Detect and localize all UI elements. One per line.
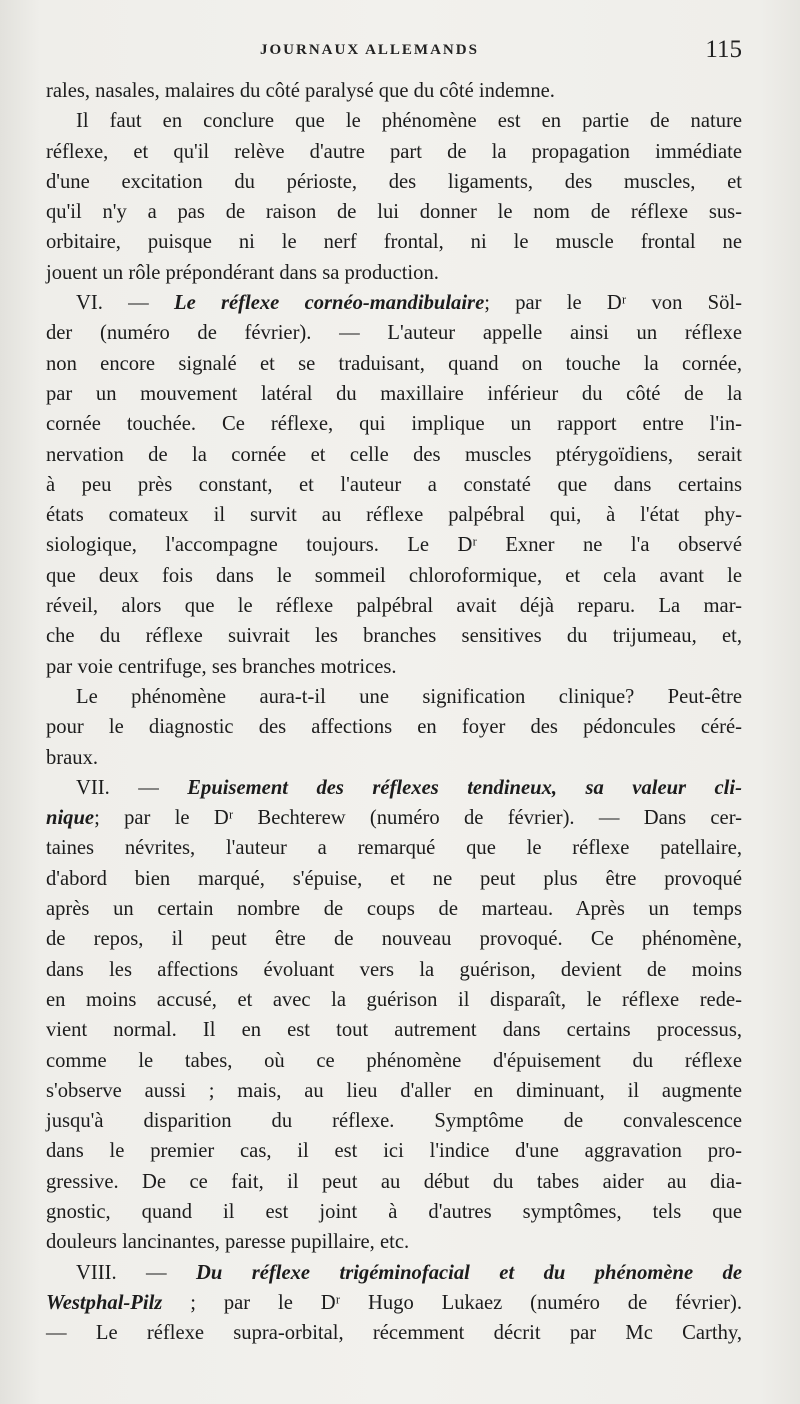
text-line: Il faut en conclure que le phénomène est en partie de nature bbox=[76, 110, 742, 133]
text-line bbox=[46, 773, 742, 803]
article-body bbox=[46, 76, 742, 1348]
text-line: en moins accusé, et avec la guérison il disparaît, le réflexe rede- bbox=[46, 988, 742, 1011]
text-line: jusqu'à disparition du réflexe. Symptôme de convalescence bbox=[46, 1110, 742, 1133]
page-number: 115 bbox=[705, 36, 742, 63]
page-header bbox=[46, 36, 742, 68]
text-line: à peu près constant, et l'auteur a constaté que dans certains bbox=[46, 473, 742, 496]
text-line: nervation de la cornée et celle des muscles ptérygoïdiens, serait bbox=[46, 443, 742, 466]
text-line: rales, nasales, malaires du côté paralysé que du côté indemne. bbox=[46, 80, 555, 102]
text-line: d'une excitation du périoste, des ligaments, des muscles, et bbox=[46, 170, 742, 193]
text-line: s'observe aussi ; mais, au lieu d'aller en diminuant, il augmente bbox=[46, 1079, 742, 1102]
text-line: douleurs lancinantes, paresse pupillaire, etc. bbox=[46, 1231, 410, 1254]
text-line: par un mouvement latéral du maxillaire inférieur du côté de la bbox=[46, 382, 742, 405]
text-line: après un certain nombre de coups de marteau. Après un temps bbox=[46, 898, 742, 921]
text-line: d'abord bien marqué, s'épuise, et ne peut plus être provoqué bbox=[46, 867, 742, 890]
text-line: gnostic, quand il est joint à d'autres symptômes, tels que bbox=[46, 1200, 742, 1223]
text-line: vient normal. Il en est tout autrement dans certains processus, bbox=[46, 1019, 742, 1042]
text-line: braux. bbox=[46, 746, 99, 769]
text-line: gressive. De ce fait, il peut au début du tabes aider au dia- bbox=[46, 1170, 742, 1193]
text-segment: VI. — bbox=[76, 292, 175, 315]
text-segment: ; par le Dʳ Hugo Lukaez (numéro de février). bbox=[162, 1291, 742, 1314]
text-segment: VIII. — bbox=[76, 1261, 197, 1284]
text-line bbox=[46, 1258, 742, 1288]
text-line: cornée touchée. Ce réflexe, qui implique un rapport entre l'in- bbox=[46, 413, 742, 436]
text-line: pour le diagnostic des affections en foyer des pédoncules céré- bbox=[46, 716, 742, 739]
text-line: de repos, il peut être de nouveau provoqué. Ce phénomène, bbox=[46, 928, 742, 951]
section-title: Westphal-Pilz bbox=[46, 1291, 163, 1314]
text-line: che du réflexe suivrait les branches sensitives du trijumeau, et, bbox=[46, 625, 742, 648]
text-line: réflexe, et qu'il relève d'autre part de la propagation immédiate bbox=[46, 140, 742, 163]
section-title: Le réflexe cornéo-mandibulaire bbox=[174, 292, 485, 315]
section-title: nique bbox=[46, 807, 95, 830]
text-line: dans les affections évoluant vers la guérison, devient de moins bbox=[46, 958, 742, 981]
section-title: Du réflexe trigéminofacial et du phénomène de bbox=[196, 1261, 742, 1284]
running-title: JOURNAUX ALLEMANDS bbox=[260, 42, 479, 58]
text-line: comme le tabes, où ce phénomène d'épuisement du réflexe bbox=[46, 1049, 742, 1072]
text-line: qu'il n'y a pas de raison de lui donner le nom de réflexe sus- bbox=[46, 201, 742, 224]
text-line: jouent un rôle prépondérant dans sa production. bbox=[46, 261, 439, 284]
text-line: par voie centrifuge, ses branches motrices. bbox=[46, 655, 397, 678]
text-segment: ; par le Dʳ von Söl- bbox=[484, 292, 742, 315]
text-line bbox=[46, 288, 742, 318]
text-line: — Le réflexe supra-orbital, récemment décrit par Mc Carthy, bbox=[46, 1322, 742, 1345]
section-title: Epuisement des réflexes tendineux, sa valeur cli- bbox=[187, 776, 742, 799]
text-line: orbitaire, puisque ni le nerf frontal, ni le muscle frontal ne bbox=[46, 231, 742, 254]
text-segment: VII. — bbox=[76, 776, 188, 799]
text-line bbox=[46, 803, 742, 833]
text-segment: ; par le Dʳ Bechterew (numéro de février). — Dans cer- bbox=[94, 807, 742, 830]
text-line: que deux fois dans le sommeil chloroformique, et cela avant le bbox=[46, 564, 742, 587]
text-line: der (numéro de février). — L'auteur appelle ainsi un réflexe bbox=[46, 322, 742, 345]
text-line: siologique, l'accompagne toujours. Le Dʳ Exner ne l'a observé bbox=[46, 534, 742, 557]
text-line: Le phénomène aura-t-il une signification clinique? Peut-être bbox=[76, 685, 742, 708]
text-line: réveil, alors que le réflexe palpébral avait déjà reparu. La mar- bbox=[46, 595, 742, 618]
text-line: états comateux il survit au réflexe palpébral qui, à l'état phy- bbox=[46, 504, 742, 527]
text-line bbox=[46, 1288, 742, 1318]
text-line: dans le premier cas, il est ici l'indice d'une aggravation pro- bbox=[46, 1140, 742, 1163]
text-line: taines névrites, l'auteur a remarqué que le réflexe patellaire, bbox=[46, 837, 742, 860]
text-line: non encore signalé et se traduisant, quand on touche la cornée, bbox=[46, 352, 742, 375]
